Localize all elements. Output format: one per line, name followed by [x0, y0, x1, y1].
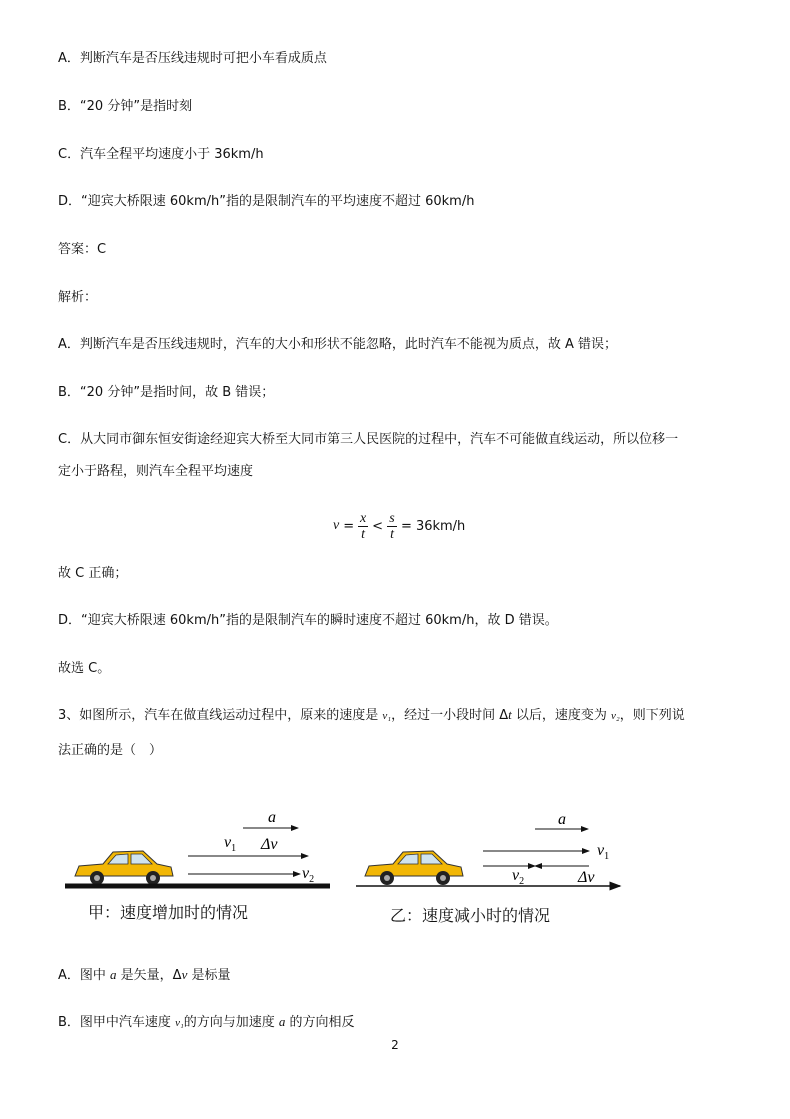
formula-x: x [360, 510, 367, 526]
q2-option-d: D．“迎宾大桥限速 60km/h”指的是限制汽车的平均速度不超过 60km/h [58, 194, 475, 209]
label-delta-v: Δv [261, 836, 278, 853]
analysis-b: B．“20 分钟”是指时间，故 B 错误； [58, 385, 275, 400]
velocity-formula [333, 508, 465, 544]
question-3-stem-line2: 法正确的是（ ） [58, 743, 163, 758]
q3-option-a: A．图中 a 是矢量，Δv 是标量 [58, 967, 231, 983]
q2-option-c: C．汽车全程平均速度小于 36km/h [58, 147, 264, 162]
analysis-choice: 故选 C。 [58, 661, 111, 676]
formula-s: s [389, 510, 395, 526]
label-v1: $v_1$ [597, 842, 610, 862]
analysis-c-line1: C．从大同市御东恒安街途经迎宾大桥至大同市第三人民医院的过程中，汽车不可能做直线运动，所以位移一 [58, 432, 679, 447]
fraction-s-over-t [387, 511, 397, 542]
formula-equals: = [401, 518, 412, 534]
label-v1: $v_1$ [224, 834, 237, 854]
analysis-a: A．判断汽车是否压线违规时，汽车的大小和形状不能忽略，此时汽车不能视为质点，故 A 错误； [58, 337, 618, 352]
formula-t: t [390, 526, 394, 542]
formula-less-than: < [372, 518, 384, 534]
fraction-x-over-t [358, 511, 368, 542]
car-icon [365, 851, 463, 885]
label-v2: $v_2$ [512, 867, 525, 887]
formula-t: t [361, 526, 366, 542]
formula-v: v [333, 518, 340, 533]
caption-left: 甲：速度增加时的情况 [88, 903, 249, 922]
velocity-figure [60, 800, 630, 940]
symbol-t: t [508, 707, 512, 722]
label-delta-v: Δv [578, 869, 595, 886]
analysis-c-conclusion: 故 C 正确； [58, 566, 128, 581]
q2-option-b: B．“20 分钟”是指时刻 [58, 99, 193, 114]
formula-result: 36km/h [415, 518, 466, 534]
car-icon [75, 851, 173, 885]
symbol-v2: v₂ [611, 710, 620, 722]
label-a: a [558, 811, 566, 828]
label-v2: $v_2$ [302, 865, 315, 885]
q2-option-a: A．判断汽车是否压线违规时可把小车看成质点 [58, 51, 327, 66]
label-a: a [268, 809, 276, 826]
question-3-stem: 3、如图所示，汽车在做直线运动过程中，原来的速度是 v₁，经过一小段时间 Δt 以后，速度变为 v₂，则下列说 [58, 707, 685, 723]
caption-right: 乙：速度减小时的情况 [390, 906, 551, 925]
page-number: 2 [391, 1038, 399, 1052]
answer: 答案：C [58, 242, 107, 257]
analysis-d: D．“迎宾大桥限速 60km/h”指的是限制汽车的瞬时速度不超过 60km/h，故 D 错误。 [58, 613, 558, 628]
symbol-v1: v₁ [382, 710, 392, 722]
q3-option-b: B．图甲中汽车速度 v₁的方向与加速度 a 的方向相反 [58, 1014, 355, 1030]
analysis-c-line2: 定小于路程，则汽车全程平均速度 [58, 464, 254, 479]
formula-equals: = [343, 518, 355, 534]
analysis-label: 解析： [58, 290, 98, 305]
